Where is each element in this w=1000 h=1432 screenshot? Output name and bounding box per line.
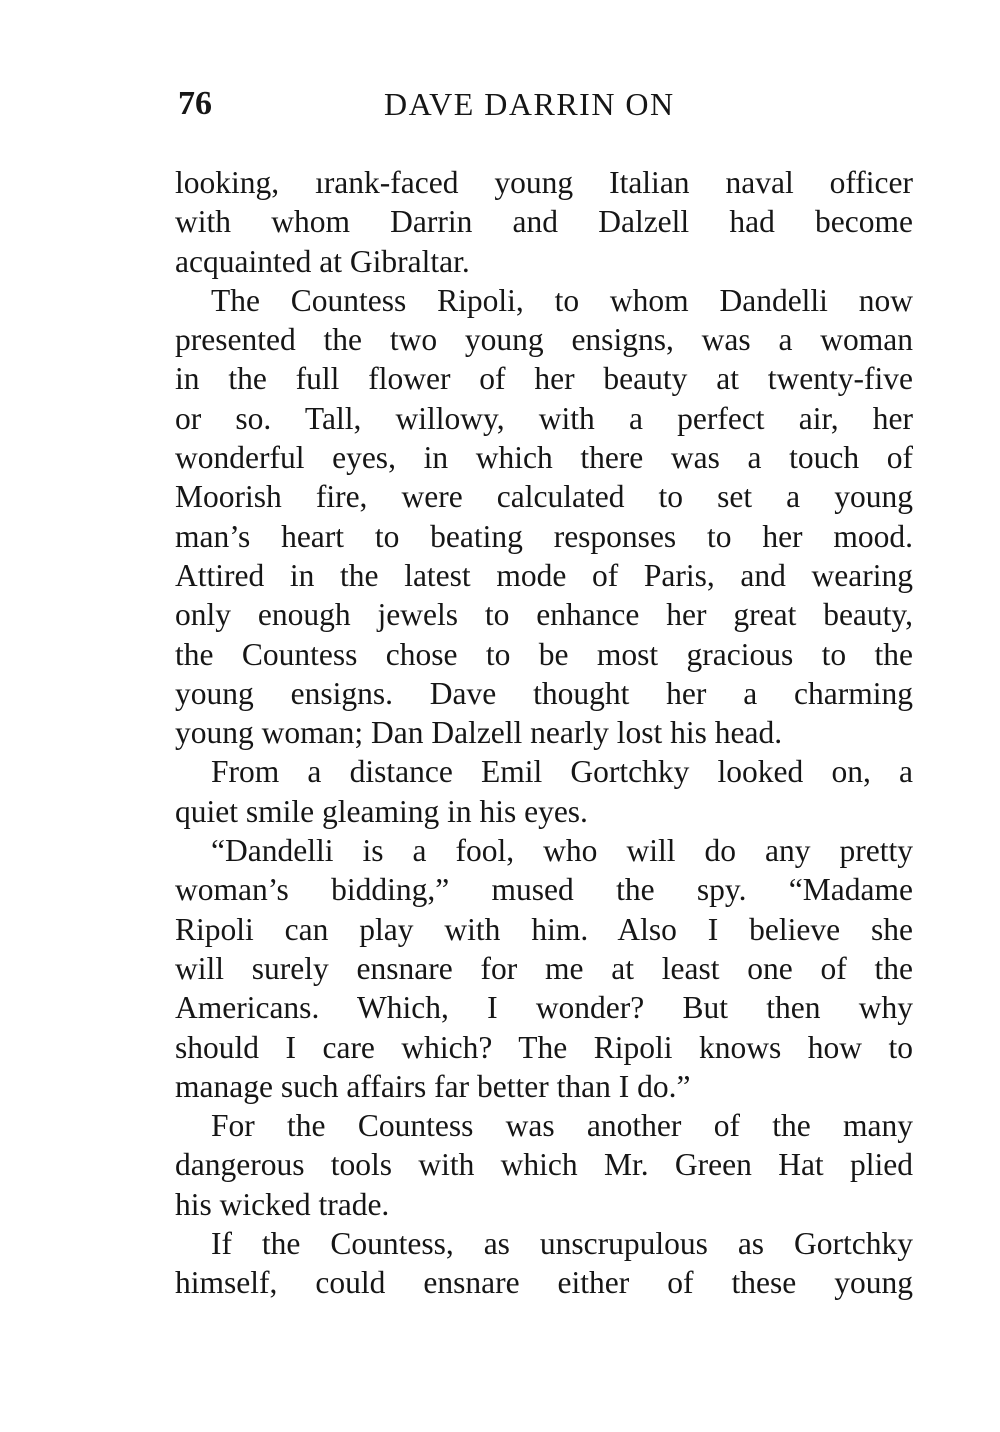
text-line: Ripoli can play with him. Also I believe she bbox=[175, 911, 913, 947]
text-line: young woman; Dan Dalzell nearly lost his head. bbox=[175, 715, 783, 751]
text-line: From a distance Emil Gortchky looked on, a bbox=[211, 754, 913, 790]
text-line: “Dandelli is a fool, who will do any pretty bbox=[211, 833, 913, 869]
text-line: wonderful eyes, in which there was a touch of bbox=[175, 440, 913, 476]
text-line: If the Countess, as unscrupulous as Gortchky bbox=[211, 1226, 913, 1262]
text-line: or so. Tall, willowy, with a perfect air, her bbox=[175, 400, 913, 436]
text-line: Attired in the latest mode of Paris, and wearing bbox=[175, 557, 913, 593]
text-line: Americans. Which, I wonder? But then why bbox=[175, 990, 913, 1026]
body-text bbox=[175, 163, 913, 1303]
text-line: man’s heart to beating responses to her mood. bbox=[175, 518, 913, 554]
text-line: woman’s bidding,” mused the spy. “Madame bbox=[175, 872, 913, 908]
text-line: looking, ırank-faced young Italian naval officer bbox=[175, 165, 913, 200]
text-line: only enough jewels to enhance her great beauty, bbox=[175, 597, 913, 633]
text-line: acquainted at Gibraltar. bbox=[175, 243, 470, 279]
text-line: manage such affairs far better than I do.” bbox=[175, 1068, 691, 1104]
text-line: young ensigns. Dave thought her a charming bbox=[175, 675, 913, 711]
text-line: with whom Darrin and Dalzell had become bbox=[175, 204, 913, 240]
text-line: should I care which? The Ripoli knows how to bbox=[175, 1029, 913, 1065]
text-line: The Countess Ripoli, to whom Dandelli now bbox=[211, 282, 913, 318]
text-line: presented the two young ensigns, was a woman bbox=[175, 322, 913, 358]
text-line: his wicked trade. bbox=[175, 1186, 390, 1222]
page-number: 76 bbox=[178, 85, 212, 122]
text-line: in the full flower of her beauty at twenty-five bbox=[175, 361, 913, 397]
text-line: quiet smile gleaming in his eyes. bbox=[175, 793, 588, 829]
page-header bbox=[178, 82, 912, 126]
text-line: will surely ensnare for me at least one of the bbox=[175, 950, 913, 986]
text-line: dangerous tools with which Mr. Green Hat plied bbox=[175, 1147, 913, 1183]
running-head: DAVE DARRIN ON bbox=[384, 86, 675, 122]
text-line: Moorish fire, were calculated to set a young bbox=[175, 479, 913, 515]
text-line: himself, could ensnare either of these young bbox=[175, 1265, 913, 1301]
text-line: the Countess chose to be most gracious to the bbox=[175, 636, 913, 672]
text-line: For the Countess was another of the many bbox=[211, 1108, 913, 1144]
